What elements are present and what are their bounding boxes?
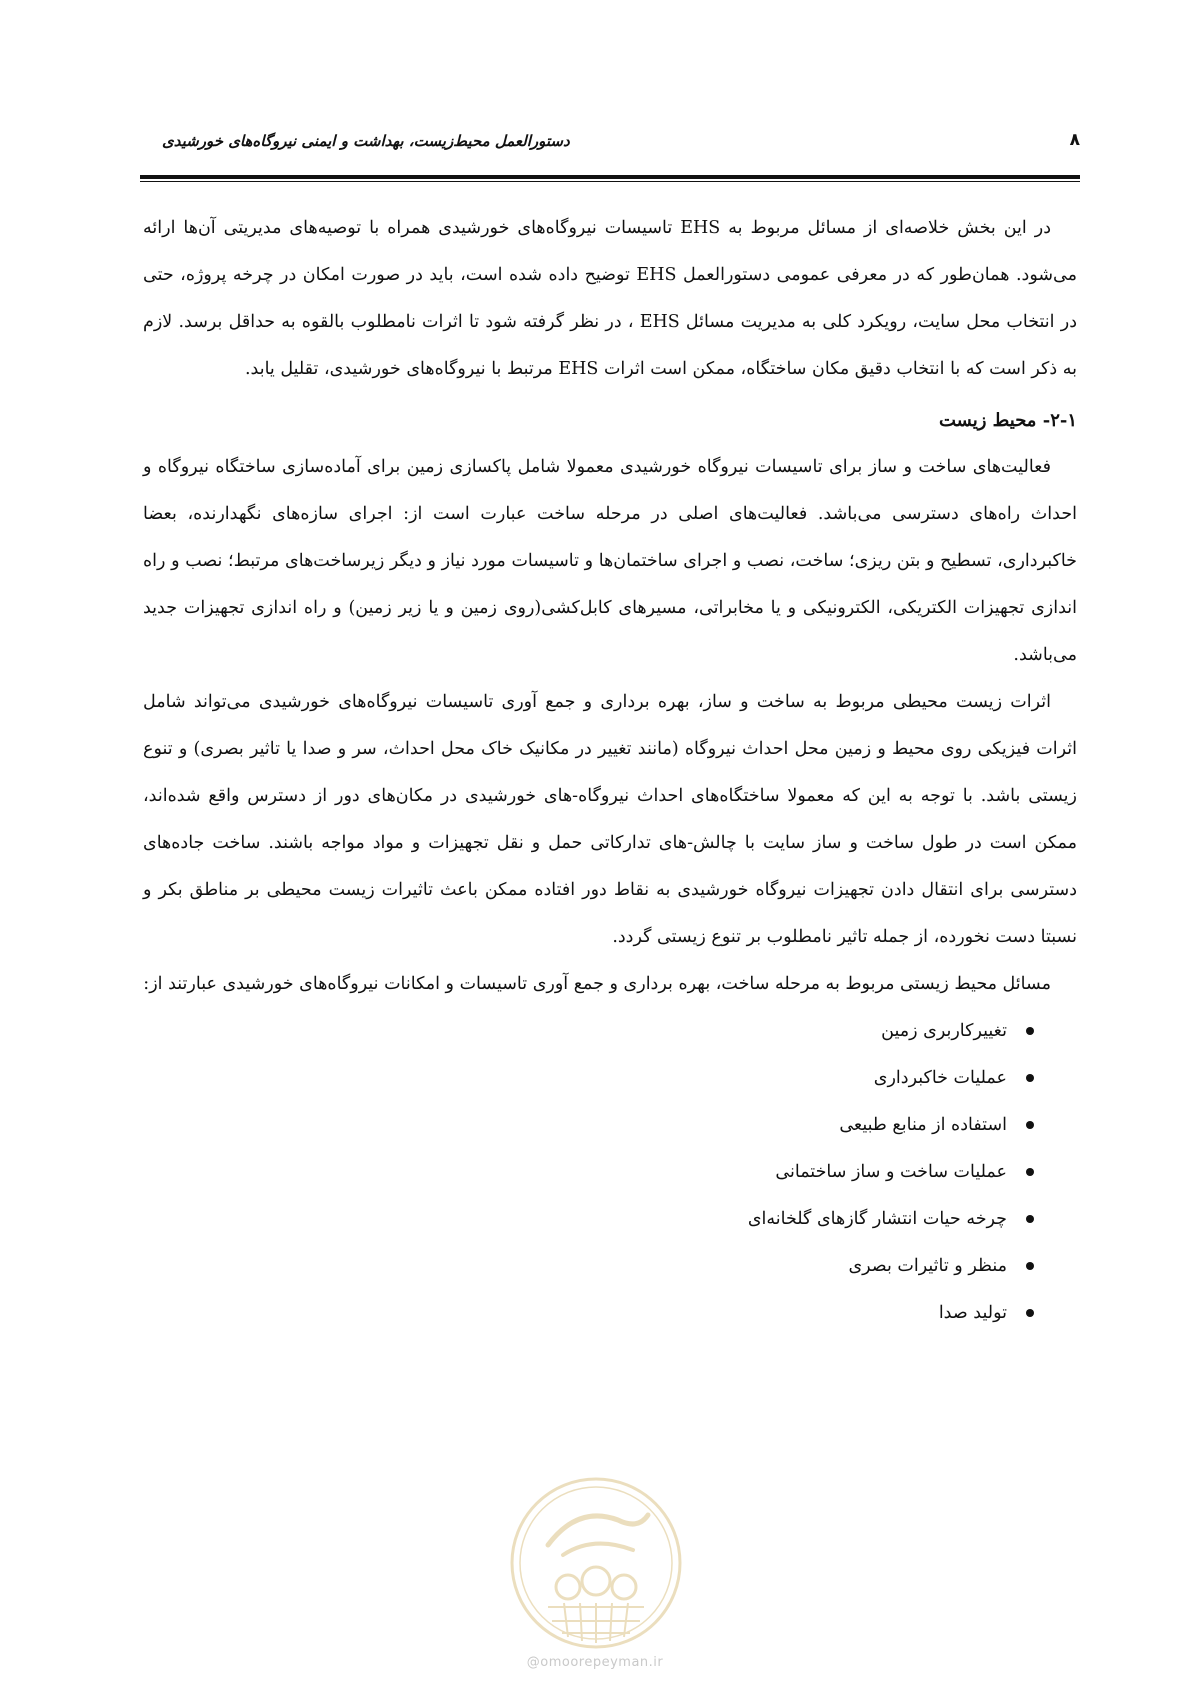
running-title: دستورالعمل محیط‌زیست، بهداشت و ایمنی نیروگاه‌های خورشیدی — [162, 132, 570, 150]
watermark-seal-icon — [508, 1475, 684, 1651]
bullet-icon — [1026, 1215, 1034, 1223]
page-header — [140, 130, 1080, 160]
list-item: چرخه حیات انتشار گازهای گلخانه‌ای — [143, 1196, 1077, 1243]
list-item: منظر و تاثیرات بصری — [143, 1243, 1077, 1290]
bullet-icon — [1026, 1027, 1034, 1035]
watermark-url: @omoorepeyman.ir — [526, 1655, 664, 1670]
issues-list — [143, 1008, 1077, 1337]
intro-paragraph: در این بخش خلاصه‌ای از مسائل مربوط به EHS تاسیسات نیروگاه‌های خورشیدی همراه با توصیه‌های مدیریتی آن‌ها ارائه می‌شود. همان‌طور که در معرفی عمومی دستورالعمل EHS توضیح داده شده است، باید در صورت امکان در چرخه پروژه، حتی در انتخاب محل سایت، رویکرد کلی به مدیریت مسائل EHS ، در نظر گرفته شود تا اثرات نامطلوب بالقوه به حداقل برسد. لازم به ذکر است که با انتخاب دقیق مکان ساختگاه، ممکن است اثرات EHS مرتبط با نیروگاه‌های خورشیدی، تقلیل یابد. — [143, 218, 1077, 379]
bullet-icon — [1026, 1074, 1034, 1082]
bullet-icon — [1026, 1262, 1034, 1270]
list-item: عملیات خاکبرداری — [143, 1055, 1077, 1102]
section-heading: ۲-۱- محیط زیست — [938, 410, 1077, 431]
bullet-icon — [1026, 1168, 1034, 1176]
header-rule-thin — [140, 181, 1080, 182]
list-item: تولید صدا — [143, 1290, 1077, 1337]
bullet-icon — [1026, 1309, 1034, 1317]
bullet-icon — [1026, 1121, 1034, 1129]
page-number: ۸ — [1069, 130, 1080, 150]
body-content — [143, 205, 1077, 1337]
list-item: استفاده از منابع طبیعی — [143, 1102, 1077, 1149]
list-item: عملیات ساخت و ساز ساختمانی — [143, 1149, 1077, 1196]
header-rule — [140, 175, 1080, 179]
paragraph-issues-intro: مسائل محیط زیستی مربوط به مرحله ساخت، بهره برداری و جمع آوری تاسیسات و امکانات نیروگاه‌های خورشیدی عبارتند از: — [143, 974, 1051, 994]
paragraph-construction: فعالیت‌های ساخت و ساز برای تاسیسات نیروگاه خورشیدی معمولا شامل پاکسازی زمین برای آماده‌سازی ساختگاه نیروگاه و احداث راه‌های دسترسی می‌باشد. فعالیت‌های اصلی در مرحله ساخت عبارت است از: اجرای سازه‌های نگهدارنده، بعضا خاکبرداری، تسطیح و بتن ریزی؛ ساخت، نصب و اجرای ساختمان‌ها و تاسیسات مورد نیاز و دیگر زیرساخت‌های مرتبط؛ نصب و راه اندازی تجهیزات الکتریکی، الکترونیکی و یا مخابراتی، مسیرهای کابل‌کشی(روی زمین و یا زیر زمین) و راه اندازی تجهیزات جدید می‌باشد. — [143, 457, 1077, 665]
list-item: تغییرکاربری زمین — [143, 1008, 1077, 1055]
paragraph-impacts: اثرات زیست محیطی مربوط به ساخت و ساز، بهره برداری و جمع آوری تاسیسات نیروگاه‌های خورشیدی می‌تواند شامل اثرات فیزیکی روی محیط و زمین محل احداث نیروگاه (مانند تغییر در مکانیک خاک محل احداث، سر و صدا یا تاثیر بصری) و تنوع زیستی باشد. با توجه به این که معمولا ساختگاه‌های احداث نیروگاه-های خورشیدی در مکان‌های دور از دسترس واقع شده‌اند، ممکن است در طول ساخت و ساز سایت با چالش-های تدارکاتی حمل و نقل تجهیزات و مواد مواجه باشند. ساخت جاده‌های دسترسی برای انتقال دادن تجهیزات نیروگاه خورشیدی به نقاط دور افتاده ممکن باعث تاثیرات زیست محیطی بر مناطق بکر و نسبتا دست نخورده، از جمله تاثیر نامطلوب بر تنوع زیستی گردد. — [143, 692, 1077, 947]
